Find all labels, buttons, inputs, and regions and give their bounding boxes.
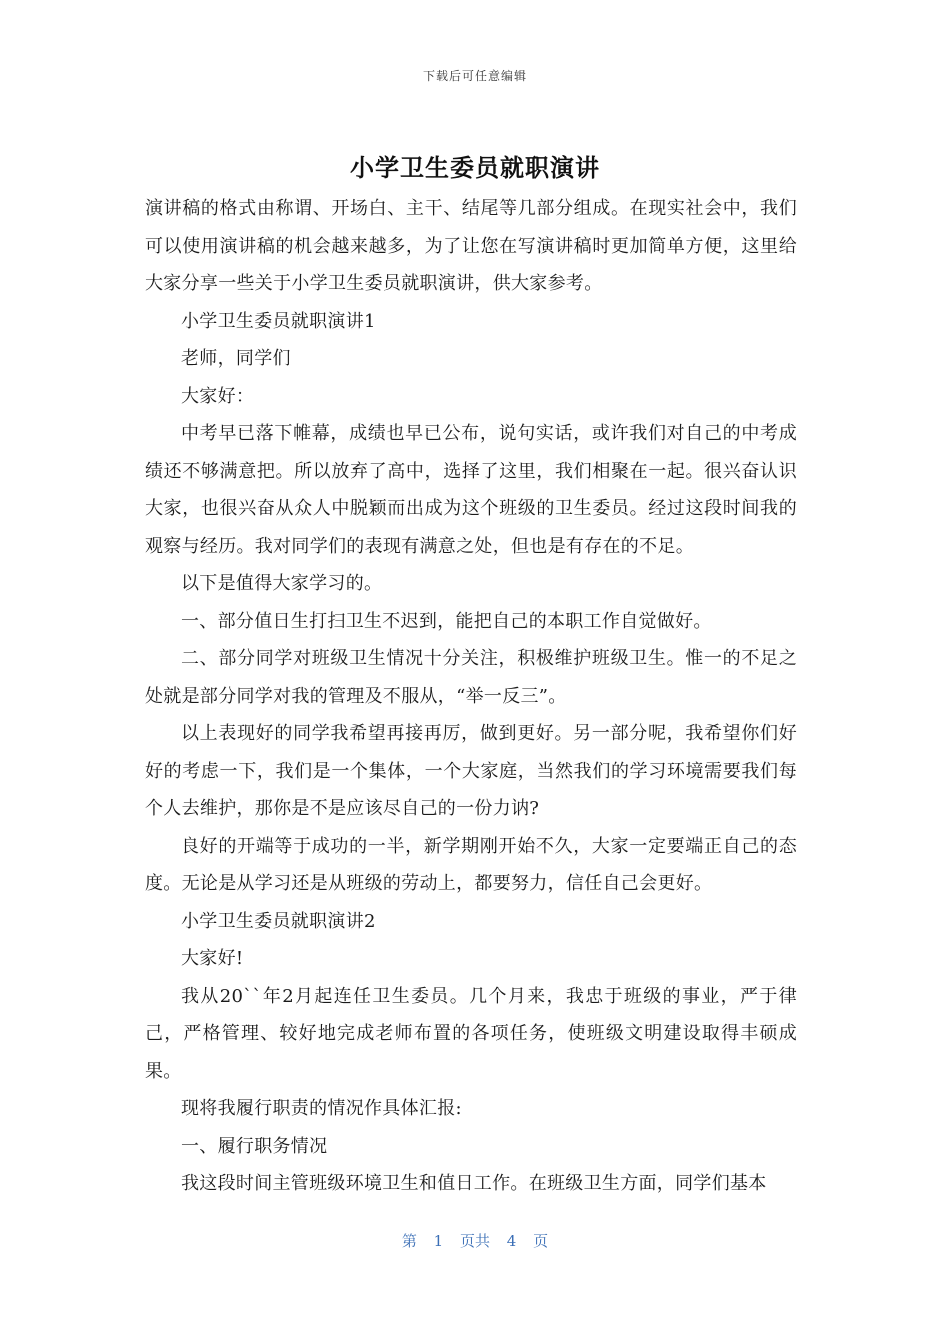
section-heading-speech-2: 小学卫生委员就职演讲2: [181, 910, 376, 932]
body-paragraph: 以下是值得大家学习的。: [181, 573, 383, 594]
body-paragraph: 良好的开端等于成功的一半，新学期刚开始不久，大家一定要端正自己的态度。无论是从学习还是从班级的劳动上，都要努力，信任自己会更好。: [145, 835, 797, 894]
salutation: 老师，同学们: [181, 348, 291, 369]
greeting: 大家好：: [181, 385, 255, 407]
list-item-1: 一、部分值日生打扫卫生不迟到，能把自己的本职工作自觉做好。: [181, 610, 712, 632]
document-title: 小学卫生委员就职演讲: [350, 154, 600, 182]
section-heading-speech-1: 小学卫生委员就职演讲1: [181, 310, 376, 332]
body-paragraph: 现将我履行职责的情况作具体汇报:: [181, 1098, 462, 1119]
body-paragraph: 中考早已落下帷幕，成绩也早已公布，说句实话，或许我们对自己的中考成绩还不够满意把。所以放弃了高中，选择了这里，我们相聚在一起。很兴奋认识大家，也很兴奋从众人中脱颖而出成为这个班级的卫生委员。经过这段时间我的观察与经历。我对同学们的表现有满意之处，但也是有存在的不足。: [145, 423, 797, 557]
body-paragraph: 我从20``年2月起连任卫生委员。几个月来，我忠于班级的事业，严于律己，严格管理、较好地完成老师布置的各项任务，使班级文明建设取得丰硕成果。: [145, 985, 797, 1082]
greeting: 大家好!: [181, 948, 244, 969]
document-body: [145, 190, 797, 1203]
intro-paragraph: 演讲稿的格式由称谓、开场白、主干、结尾等几部分组成。在现实社会中，我们可以使用演讲稿的机会越来越多，为了让您在写演讲稿时更加简单方便，这里给大家分享一些关于小学卫生委员就职演讲，供大家参考。: [145, 198, 797, 294]
body-paragraph: 以上表现好的同学我希望再接再厉，做到更好。另一部分呢，我希望你们好好的考虑一下，我们是一个集体，一个大家庭，当然我们的学习环境需要我们每个人去维护，那你是不是应该尽自己的一份力讷?: [145, 723, 797, 819]
body-paragraph: 我这段时间主管班级环境卫生和值日工作。在班级卫生方面，同学们基本: [181, 1173, 767, 1194]
page-header-note: 下载后可任意编辑: [422, 69, 527, 83]
page-number: 第 1 页共 4 页: [401, 1232, 549, 1250]
list-item-2: 二、部分同学对班级卫生情况十分关注，积极维护班级卫生。惟一的不足之处就是部分同学对我的管理及不服从，“举一反三”。: [145, 648, 797, 707]
subheading: 一、履行职务情况: [181, 1135, 328, 1157]
